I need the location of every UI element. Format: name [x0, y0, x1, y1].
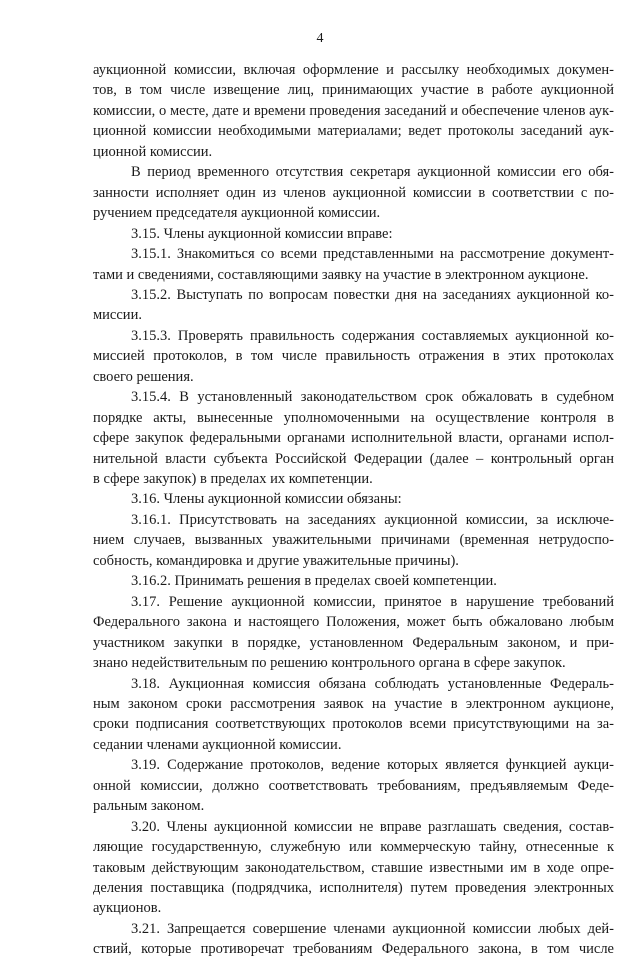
text-line: сроки подписания соответствующих протоколов всеми присутствующими на за- — [93, 716, 614, 733]
text-line: 3.15.2. Выступать по вопросам повестки дня на заседаниях аукционной ко- — [131, 286, 614, 303]
text-line: 3.15. Члены аукционной комиссии вправе: — [131, 225, 393, 242]
text-line: 3.19. Содержание протоколов, ведение которых является функцией аукци- — [131, 757, 614, 774]
text-line: 3.16. Члены аукционной комиссии обязаны: — [131, 491, 402, 508]
text-line: ляющие государственную, служебную или коммерческую тайну, отнесенные к — [93, 839, 614, 856]
text-line: тами и сведениями, составляющими заявку на участие в электронном аукционе. — [93, 266, 589, 283]
text-line: 3.18. Аукционная комиссия обязана соблюдать установленные Федераль- — [131, 675, 614, 692]
text-line: В период временного отсутствия секретаря аукционной комиссии его обя- — [131, 164, 614, 181]
text-line: участником закупки в порядке, установленном Федеральным законом, и при- — [93, 634, 614, 651]
text-line: своего решения. — [93, 368, 194, 385]
text-line: 3.20. Члены аукционной комиссии не вправе разглашать сведения, состав- — [131, 818, 614, 835]
text-line: ционной комиссии необходимыми материалами; ведет протоколы заседаний аук- — [93, 123, 614, 140]
text-line: миссии. — [93, 307, 142, 324]
text-line: 3.15.1. Знакомиться со всеми представленными на рассмотрение документ- — [131, 246, 614, 263]
text-line: седании членами аукционной комиссии. — [93, 736, 342, 753]
text-line: 3.15.3. Проверять правильность содержания составляемых аукционной ко- — [131, 327, 614, 344]
text-line: 3.17. Решение аукционной комиссии, принятое в нарушение требований — [131, 593, 614, 610]
text-line: собность, командировка и другие уважительные причины). — [93, 552, 459, 569]
text-line: нительной власти субъекта Российской Федерации (далее – контрольный орган — [93, 450, 614, 467]
text-line: ционной комиссии. — [93, 143, 213, 160]
text-line: тов, в том числе извещение лиц, принимающих участие в работе аукционной — [93, 82, 614, 99]
text-line: ствий, которые противоречат требованиям Федерального закона, в том числе — [93, 941, 614, 958]
page-number: 4 — [316, 31, 324, 46]
text-line: деления поставщика (подрядчика, исполнителя) путем проведения электронных — [93, 880, 614, 896]
text-line: ручением председателя аукционной комиссии. — [93, 205, 381, 222]
text-line: 3.15.4. В установленный законодательством срок обжаловать в судебном — [131, 389, 614, 406]
text-line: комиссии, о месте, дате и времени проведения заседаний и обеспечение членов аук- — [93, 102, 614, 119]
text-line: нием случаев, вызванных уважительными причинами (временная нетрудоспо- — [93, 532, 614, 549]
text-line: ным законом сроки рассмотрения заявок на участие в электронном аукционе, — [93, 695, 614, 712]
text-line: 3.16.1. Присутствовать на заседаниях аукционной комиссии, за исключе- — [131, 511, 614, 528]
text-line: Федерального закона и настоящего Положения, может быть обжаловано любым — [93, 614, 614, 631]
text-line: миссией протоколов, в том числе правильность отражения в этих протоколах — [93, 348, 614, 365]
text-line: онной комиссии, должно соответствовать требованиям, предъявляемым Феде- — [93, 777, 614, 794]
text-line: в сфере закупок) в пределах их компетенции. — [93, 471, 373, 487]
text-line: занности исполняет один из членов аукционной комиссии в соответствии с по- — [93, 184, 614, 201]
text-line: аукционной комиссии, включая оформление и рассылку необходимых докумен- — [93, 62, 614, 78]
text-line: аукционов. — [93, 900, 162, 917]
text-line: порядке акты, вынесенные уполномоченными на осуществление контроля в — [93, 409, 614, 426]
text-line: 3.21. Запрещается совершение членами аукционной комиссии любых дей- — [131, 920, 614, 937]
text-line: сфере закупок федеральными органами исполнительной власти, органами испол- — [93, 430, 614, 447]
text-line: 3.16.2. Принимать решения в пределах своей компетенции. — [131, 573, 497, 590]
text-line: таковым действующим законодательством, ставшие известными им в ходе опре- — [93, 859, 614, 876]
text-line: ральным законом. — [93, 798, 205, 815]
text-line: знано недействительным по решению контрольного органа в сфере закупок. — [93, 655, 566, 672]
